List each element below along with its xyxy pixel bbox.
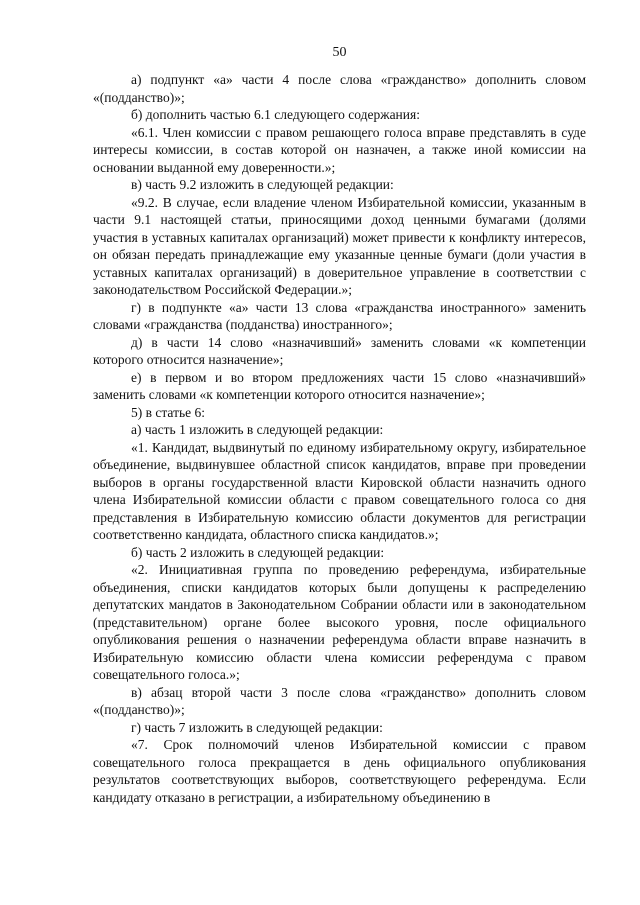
paragraph: б) дополнить частью 6.1 следующего содержания: [131, 107, 420, 122]
paragraph: «7. Срок полномочий членов Избирательной комиссии с правом совещательного голоса прекращается в день официального опубликования результатов соответствующих выборов, соответствующего референдума. Если кандидату отказано в регистрации, а избирательному объединению в [93, 737, 586, 805]
paragraph: «2. Инициативная группа по проведению референдума, избирательные объединения, списки кандидатов которых были допущены к распределению депутатских мандатов в Законодательном Собрании области или в законодательном (представительном) органе более высокого уровня, после официального опубликования решения о назначении референдума области вправе назначить в Избирательную комиссию области члена комиссии референдума с правом совещательного голоса.»; [93, 562, 586, 682]
paragraph: «9.2. В случае, если владение членом Избирательной комиссии, указанным в части 9.1 настоящей статьи, приносящими доход ценными бумагами (долями участия в уставных капиталах организаций) может привести к конфликту интересов, он обязан передать принадлежащие ему указанные ценные бумаги (доли участия в уставных капиталах организаций) в доверительное управление в соответствии с законодательством Российской Федерации.»; [93, 194, 586, 297]
paragraph: г) часть 7 изложить в следующей редакции: [131, 719, 383, 735]
paragraph: «6.1. Член комиссии с правом решающего голоса вправе представлять в суде интересы комиссии, в состав которой он назначен, а также иной комиссии на основании выданной ему доверенности.»; [93, 124, 586, 175]
paragraph: б) часть 2 изложить в следующей редакции: [131, 544, 385, 560]
paragraph: в) абзац второй части 3 после слова «гражданство» дополнить словом «(подданство)»; [93, 684, 586, 717]
document-body [93, 71, 586, 806]
paragraph: «1. Кандидат, выдвинутый по единому избирательному округу, избирательное объединение, выдвинувшее областной список кандидатов, вправе при проведении выборов в органы государственной власти Кировской области назначить одного члена Избирательной комиссии области с правом совещательного голоса со дня представления в Избирательную комиссию области документов для регистрации соответственно кандидата, областного списка кандидатов.»; [93, 439, 586, 542]
paragraph: е) в первом и во втором предложениях части 15 слово «назначивший» заменить словами «к компетенции которого относится назначение»; [93, 369, 586, 402]
paragraph: в) часть 9.2 изложить в следующей редакции: [131, 177, 394, 192]
paragraph: а) часть 1 изложить в следующей редакции: [131, 422, 384, 437]
paragraph: г) в подпункте «а» части 13 слова «гражданства иностранного» заменить словами «гражданства (подданства) иностранного»; [93, 299, 586, 332]
paragraph: д) в части 14 слово «назначивший» заменить словами «к компетенции которого относится назначение»; [93, 334, 586, 367]
paragraph: 5) в статье 6: [131, 404, 205, 420]
page-number: 50 [332, 45, 347, 60]
paragraph: а) подпункт «а» части 4 после слова «гражданство» дополнить словом «(подданство)»; [93, 72, 586, 105]
